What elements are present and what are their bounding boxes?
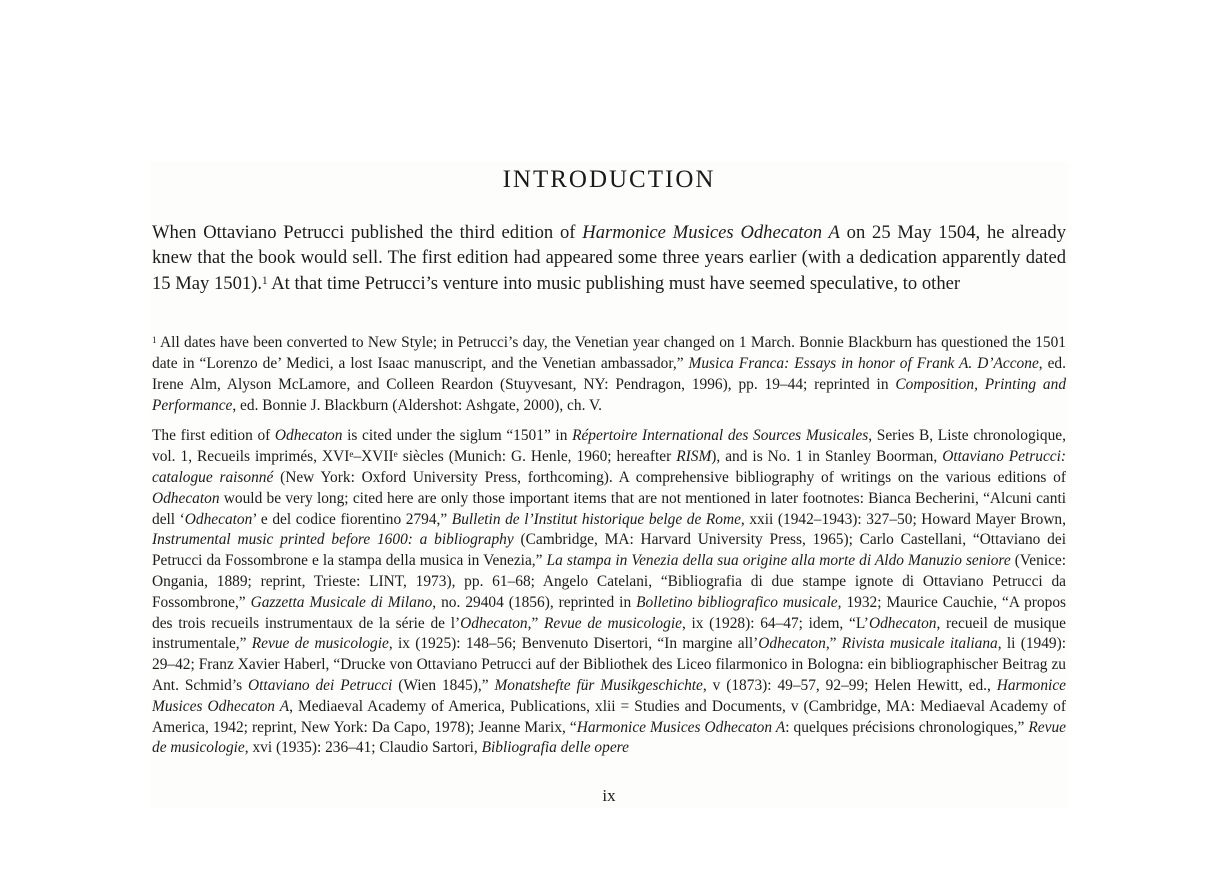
footnote-2: The first edition of Odhecaton is cited under the siglum “1501” in Répertoire International des Sources Musicales, Series B, Liste chronologique, vol. 1, Recueils imprimés, XVIe–XVIIe siècles (Munich: G. Henle, 1960; hereafter RISM), and is No. 1 in Stanley Boorman, Ottaviano Petrucci: catalogue raisonné (New York: Oxford University Press, forthcoming). A comprehensive bibliography of writings on the various editions of Odhecaton would be very long; cited here are only those important items that are not mentioned in later footnotes: Bianca Becherini, “Alcuni canti dell ‘Odhecaton’ e del codice fiorentino 2794,” Bulletin de l’Institut historique belge de Rome, xxii (1942–1943): 327–50; Howard Mayer Brown, Instrumental music printed before 1600: a bibliography (Cambridge, MA: Harvard University Press, 1965); Carlo Castellani, “Ottaviano dei Petrucci da Fossombrone e la stampa della musica in Venezia,” La stampa in Venezia della sua origine alla morte di Aldo Manuzio seniore (Venice: Ongania, 1889; reprint, Trieste: LINT, 1973), pp. 61–68; Angelo Catelani, “Bibliografia di due stampe ignote di Ottaviano Petrucci da Fossombrone,” Gazzetta Musicale di Milano, no. 29404 (1856), reprinted in Bolletino bibliografico musicale, 1932; Maurice Cauchie, “A propos des trois recueils instrumentaux de la série de l’Odhecaton,” Revue de musicologie, ix (1928): 64–47; idem, “L’Odhecaton, recueil de musique instrumentale,” Revue de musicologie, ix (1925): 148–56; Benvenuto Disertori, “In margine all’Odhecaton,” Rivista musicale italiana, li (1949): 29–42; Franz Xavier Haberl, “Drucke von Ottaviano Petrucci auf der Bibliothek des Liceo filarmonico in Bologna: ein bibliographischer Beitrag zu Ant. Schmid’s Ottaviano dei Petrucci (Wien 1845),” Monatshefte für Musikgeschichte, v (1873): 49–57, 92–99; Helen Hewitt, ed., Harmonice Musices Odhecaton A, Mediaeval Academy of America, Publications, xlii = Studies and Documents, v (Cambridge, MA: Mediaeval Academy of America, 1942; reprint, New York: Da Capo, 1978); Jeanne Marix, “Harmonice Musices Odhecaton A: quelques précisions chronologiques,” Revue de musicologie, xvi (1935): 236–41; Claudio Sartori, Bibliografia delle opere: [152, 427, 1067, 757]
chapter-title: INTRODUCTION: [502, 166, 716, 193]
book-page: [150, 162, 1068, 808]
page-number: ix: [602, 786, 616, 805]
footnotes-section: [152, 333, 1066, 759]
body-paragraph: When Ottaviano Petrucci published the third edition of Harmonice Musices Odhecaton A on 25 May 1504, he already knew that the book would sell. The first edition had appeared some three years earlier (with a dedication apparently dated 15 May 1501).$^1$ At that time Petrucci’s venture into music publishing must have seemed speculative, to other: [152, 222, 1066, 294]
footnote-1: $^1$ All dates have been converted to New Style; in Petrucci’s day, the Venetian year changed on 1 March. Bonnie Blackburn has questioned the 1501 date in “Lorenzo de’ Medici, a lost Isaac manuscript, and the Venetian ambassador,” Musica Franca: Essays in honor of Frank A. D’Accone, ed. Irene Alm, Alyson McLamore, and Colleen Reardon (Stuyvesant, NY: Pendragon, 1996), pp. 19–44; reprinted in Composition, Printing and Performance, ed. Bonnie J. Blackburn (Aldershot: Ashgate, 2000), ch. V.: [152, 334, 1067, 414]
